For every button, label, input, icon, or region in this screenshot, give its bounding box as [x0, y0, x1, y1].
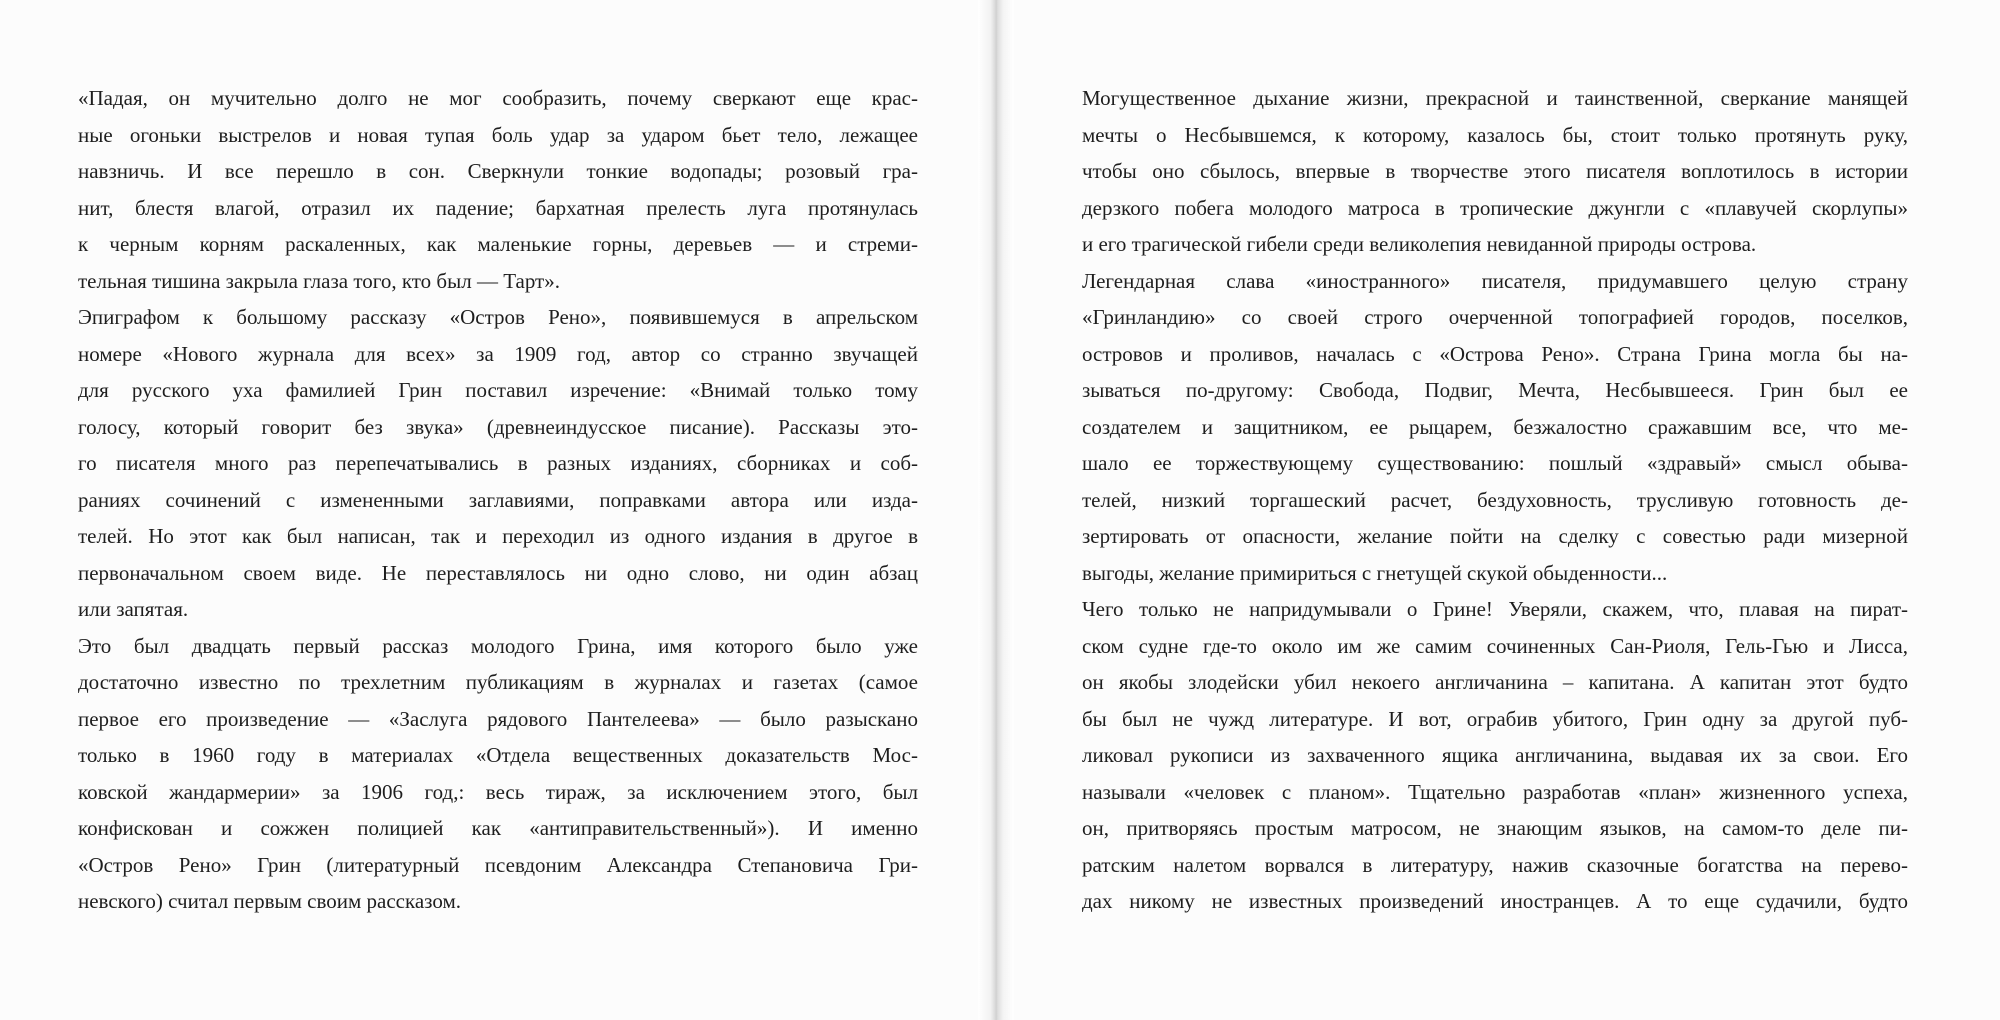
- text-line: Могущественное дыхание жизни, прекрасной и таинственной, сверкание манящей: [1082, 86, 1908, 110]
- left-page: [0, 0, 992, 1020]
- text-line: первоначальном своем виде. Не переставлялось ни одно слово, ни один абзац: [78, 560, 918, 585]
- text-line: первое его произведение — «Заслуга рядового Пантелеева» — было разыскано: [78, 706, 918, 731]
- text-line: Чего только не напридумывали о Грине! Уверяли, скажем, что, плавая на пират-: [1082, 597, 1908, 621]
- text-line: мечты о Несбывшемся, к которому, казалось бы, стоит только протянуть руку,: [1082, 122, 1908, 147]
- text-line: тельная тишина закрыла глаза того, кто был — Тарт».: [78, 268, 560, 293]
- text-line: к черным корням раскаленных, как маленькие горны, деревьев — и стреми-: [78, 232, 918, 256]
- text-line: достаточно известно по трехлетним публикациям в журналах и газетах (самое: [78, 670, 918, 694]
- text-line: чтобы оно сбылось, впервые в творчестве этого писателя воплотилось в истории: [1082, 159, 1908, 183]
- text-line: ликовал рукописи из захваченного ящика англичанина, выдавая их за свои. Его: [1082, 743, 1908, 767]
- text-line: Это был двадцать первый рассказ молодого Грина, имя которого было уже: [78, 633, 918, 658]
- text-line: ковской жандармерии» за 1906 год,: весь тираж, за исключением этого, был: [78, 779, 918, 804]
- text-line: Легендарная слава «иностранного» писателя, придумавшего целую страну: [1082, 268, 1908, 293]
- text-line: только в 1960 году в материалах «Отдела вещественных доказательств Мос-: [78, 743, 918, 767]
- text-line: ском судне где-то около им же самим сочиненных Сан-Риоля, Гель-Гью и Лисса,: [1082, 633, 1908, 658]
- left-page-text: [78, 80, 918, 920]
- text-line: «Гринландию» со своей строго очерченной топографией городов, поселков,: [1082, 305, 1908, 329]
- text-line: называли «человек с планом». Тщательно разработав «план» жизненного успеха,: [1082, 779, 1908, 804]
- text-line: «Остров Рено» Грин (литературный псевдоним Александра Степановича Гри-: [78, 852, 918, 877]
- text-line: зертировать от опасности, желание пойти на сделку с совестью ради мизерной: [1082, 524, 1908, 548]
- text-line: голосу, который говорит без звука» (древнеиндусское писание). Рассказы это-: [78, 414, 918, 439]
- text-line: дерзкого побега молодого матроса в тропические джунгли с «плавучей скорлупы»: [1082, 195, 1908, 220]
- text-line: невского) считал первым своим рассказом.: [78, 889, 461, 913]
- text-line: он, притворяясь простым матросом, не знающим языков, на самом-то деле пи-: [1082, 816, 1908, 840]
- text-line: номере «Нового журнала для всех» за 1909 год, автор со странно звучащей: [78, 341, 918, 366]
- text-line: он якобы злодейски убил некоего англичанина – капитана. А капитан этот будто: [1082, 670, 1908, 694]
- text-line: шало ее торжествующему существованию: пошлый «здравый» смысл обыва-: [1082, 451, 1908, 475]
- text-line: или запятая.: [78, 597, 189, 621]
- text-line: для русского уха фамилией Грин поставил изречение: «Внимай только тому: [78, 378, 918, 402]
- text-line: ные огоньки выстрелов и новая тупая боль удар за ударом бьет тело, лежащее: [78, 122, 918, 147]
- text-line: создателем и защитником, ее рыцарем, безжалостно сражавшим все, что ме-: [1082, 414, 1908, 439]
- text-line: телей. Но этот как был написан, так и переходил из одного издания в другое в: [78, 524, 918, 548]
- book-spine-fold: [978, 0, 1014, 1020]
- text-line: навзничь. И все перешло в сон. Сверкнули тонкие водопады; розовый гра-: [78, 159, 918, 183]
- text-line: бы был не чужд литературе. И вот, ограбив убитого, Грин одну за другой пуб-: [1082, 706, 1908, 731]
- text-line: дах никому не известных произведений иностранцев. А то еще судачили, будто: [1082, 889, 1908, 913]
- text-line: «Падая, он мучительно долго не мог сообразить, почему сверкают еще крас-: [78, 86, 918, 110]
- text-line: зываться по-другому: Свобода, Подвиг, Мечта, Несбывшееся. Грин был ее: [1082, 378, 1908, 402]
- right-page-text: [1082, 80, 1908, 920]
- text-line: выгоды, желание примириться с гнетущей скукой обыденности...: [1082, 560, 1668, 585]
- text-line: телей, низкий торгашеский расчет, бездуховность, трусливую готовность де-: [1082, 487, 1908, 512]
- text-line: нит, блестя влагой, отразил их падение; бархатная прелесть луга протянулась: [78, 195, 918, 220]
- text-line: Эпиграфом к большому рассказу «Остров Рено», появившемуся в апрельском: [78, 305, 918, 329]
- text-line: островов и проливов, началась с «Острова Рено». Страна Грина могла бы на-: [1082, 341, 1908, 366]
- text-line: и его трагической гибели среди великолепия невиданной природы острова.: [1082, 232, 1757, 256]
- text-line: ратским налетом ворвался в литературу, нажив сказочные богатства на перево-: [1082, 852, 1908, 877]
- text-line: конфискован и сожжен полицией как «антиправительственный»). И именно: [78, 816, 918, 840]
- text-line: го писателя много раз перепечатывались в разных изданиях, сборниках и соб-: [78, 451, 918, 475]
- text-line: раниях сочинений с измененными заглавиями, поправками автора или изда-: [78, 487, 918, 512]
- right-page: [1000, 0, 2000, 1020]
